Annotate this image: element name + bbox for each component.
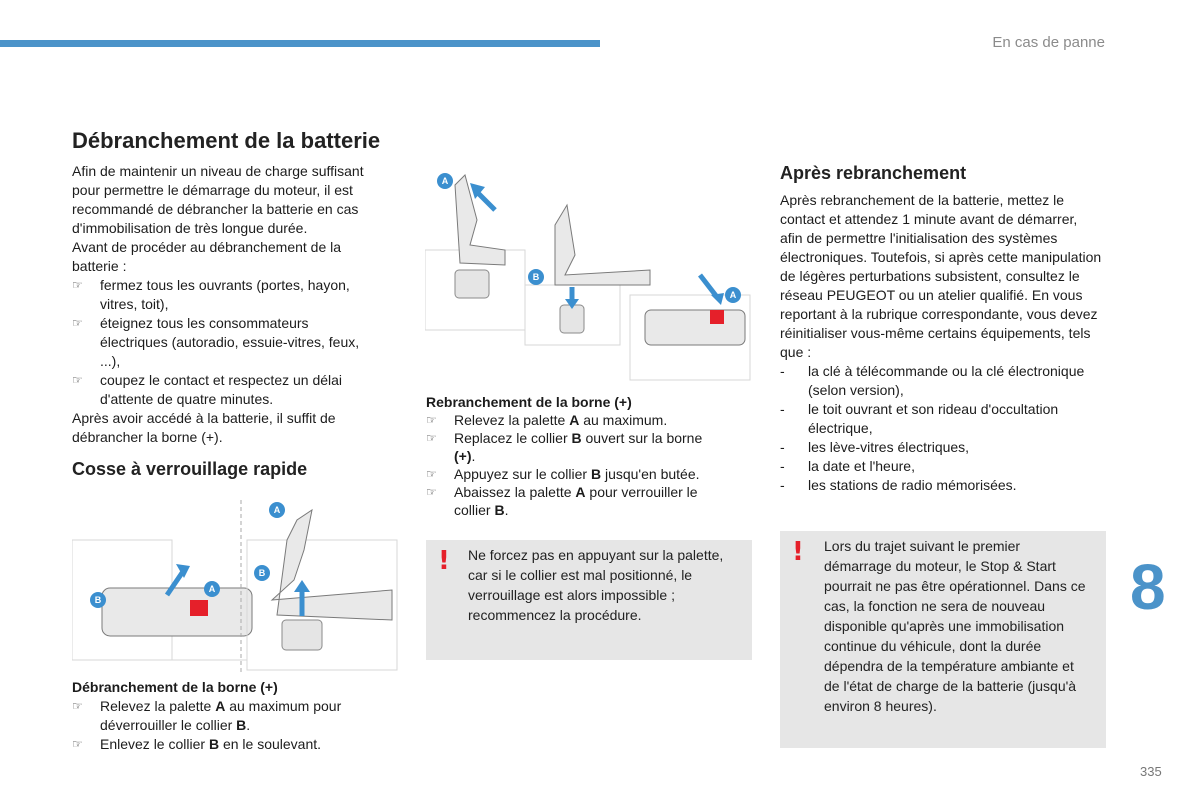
list-item: - la date et l'heure, xyxy=(780,457,1102,476)
terminal-post xyxy=(455,270,489,298)
hand-pointer-icon: ☞ xyxy=(426,467,437,481)
list-item: - les lève-vitres électriques, xyxy=(780,438,1102,457)
list-item: ☞ Relevez la palette A au maximum. xyxy=(426,412,668,428)
lower-arrow xyxy=(700,275,717,297)
intro-line: Avant de procéder au débranchement de la xyxy=(72,239,342,255)
list-item: - la clé à télécommande ou la clé électronique (selon version), xyxy=(780,362,1102,400)
intro-line: batterie : xyxy=(72,258,127,274)
hand-pointer-icon: ☞ xyxy=(426,431,437,445)
intro-block xyxy=(72,162,397,447)
collar-shape xyxy=(102,588,252,636)
svg-text:B: B xyxy=(532,272,540,282)
list-item: ☞ éteignez tous les consommateurs électriques (autoradio, essuie-vitres, feux, ...), xyxy=(72,315,360,369)
warning-box xyxy=(426,540,752,660)
svg-text:B: B xyxy=(94,595,102,605)
warning-box xyxy=(780,531,1106,748)
hand-pointer-icon: ☞ xyxy=(72,699,83,713)
list-item: ☞ fermez tous les ouvrants (portes, hayon, vitres, toit), xyxy=(72,277,350,312)
warning-text: Lors du trajet suivant le premier démarrage du moteur, le Stop & Start pourrait ne pas être opérationnel. Dans ce cas, la fonction ne sera de nouveau disponible qu'après une immobilisation continue du véhicule, dont la durée dépendra de la température ambiante et de l'état de charge de la batterie (jusqu'à environ 8 heures). xyxy=(824,538,1086,714)
section-title: En cas de panne xyxy=(992,34,1105,51)
after-reconnect-block xyxy=(780,191,1102,495)
list-item: ☞ coupez le contact et respectez un délai d'attente de quatre minutes. xyxy=(72,372,343,407)
disconnect-instructions xyxy=(72,678,392,754)
reconnect-instructions xyxy=(426,393,726,519)
hand-pointer-icon: ☞ xyxy=(72,278,83,292)
chapter-number: 8 xyxy=(1130,551,1166,623)
intro-line: pour permettre le démarrage du moteur, il est xyxy=(72,182,353,198)
preparation-steps xyxy=(72,276,397,409)
svg-text:A: A xyxy=(729,290,737,300)
subhead: Rebranchement de la borne (+) xyxy=(426,394,632,410)
warning-icon: ! xyxy=(438,546,450,576)
list-item: ☞ Appuyez sur le collier B jusqu'en butée. xyxy=(426,466,700,482)
subhead: Débranchement de la borne (+) xyxy=(72,679,278,695)
red-tab xyxy=(710,310,724,324)
hand-pointer-icon: ☞ xyxy=(426,413,437,427)
svg-text:B: B xyxy=(258,568,266,578)
warning-text: Ne forcez pas en appuyant sur la palette, car si le collier est mal positionné, le verrouillage est alors impossible ; recommencez la procédure. xyxy=(468,547,724,623)
hand-pointer-icon: ☞ xyxy=(72,316,83,330)
clamp-shape xyxy=(555,205,650,285)
page-title: Débranchement de la batterie xyxy=(72,128,381,153)
intro-line: recommandé de débrancher la batterie en cas xyxy=(72,201,359,217)
warning-icon: ! xyxy=(792,537,804,567)
svg-text:A: A xyxy=(208,584,216,594)
disconnect-steps xyxy=(72,697,392,754)
disconnect-illustration xyxy=(72,500,412,672)
page-number: 335 xyxy=(1140,764,1162,779)
terminal-post xyxy=(282,620,322,650)
hand-pointer-icon: ☞ xyxy=(72,737,83,751)
list-item: ☞ Enlevez le collier B en le soulevant. xyxy=(72,736,322,752)
equipment-list xyxy=(780,362,1102,495)
list-item: ☞ Abaissez la palette A pour verrouiller le collier B. xyxy=(426,484,698,518)
after-reconnect-title: Après rebranchement xyxy=(780,163,967,183)
list-item: ☞ Relevez la palette A au maximum pour déverrouiller le collier B. xyxy=(72,698,342,733)
hand-pointer-icon: ☞ xyxy=(72,373,83,387)
svg-text:A: A xyxy=(273,505,281,515)
list-item: - les stations de radio mémorisées. xyxy=(780,476,1102,495)
after-steps-text: Après avoir accédé à la batterie, il suffit de débrancher la borne (+). xyxy=(72,410,336,445)
red-tab xyxy=(190,600,208,616)
svg-text:A: A xyxy=(441,176,449,186)
header-accent-bar xyxy=(0,40,600,47)
intro-line: d'immobilisation de très longue durée. xyxy=(72,220,308,236)
reconnect-steps xyxy=(426,411,726,519)
list-item: - le toit ouvrant et son rideau d'occultation électrique, xyxy=(780,400,1102,438)
hand-pointer-icon: ☞ xyxy=(426,485,437,499)
collar-shape xyxy=(645,310,745,345)
clamp-shape xyxy=(272,510,392,620)
terminal-post xyxy=(560,305,584,333)
quick-lock-title: Cosse à verrouillage rapide xyxy=(72,459,308,479)
intro-line: Afin de maintenir un niveau de charge suffisant xyxy=(72,163,364,179)
list-item: ☞ Replacez le collier B ouvert sur la borne (+). xyxy=(426,430,703,464)
reconnect-illustration xyxy=(425,165,755,385)
after-reconnect-text: Après rebranchement de la batterie, mettez le contact et attendez 1 minute avant de démarrer, afin de permettre l'initialisation des systèmes électroniques. Toutefois, si après cette manipulation de légères perturbations subsistent, consultez le réseau PEUGEOT ou un atelier qualifié. En vous reportant à la rubrique correspondante, vous devez réinitialiser vous-même certains équipements, tels que : xyxy=(780,192,1102,360)
